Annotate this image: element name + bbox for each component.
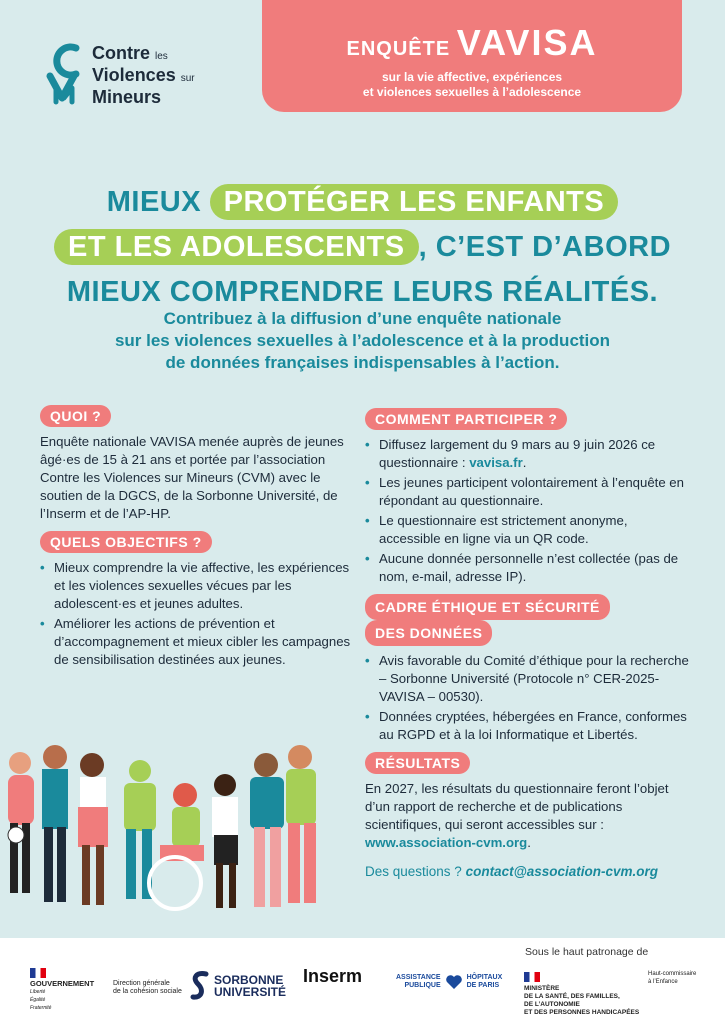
haut-commissaire-logo: Haut-commissaire à l’Enfance <box>648 971 697 985</box>
right-column <box>365 408 690 879</box>
cvm-logo-icon <box>42 40 86 110</box>
section-title: QUOI ? <box>40 405 111 427</box>
section-title: CADRE ÉTHIQUE ET SÉCURITÉ <box>365 594 610 620</box>
list-item: • Améliorer les actions de prévention et d’accompagnement et mieux cibler les campagnes de sensibilisation destinées aux jeunes. <box>40 615 360 669</box>
french-flag-icon <box>524 972 540 982</box>
cvm-logo <box>42 40 195 110</box>
dgcs-logo: Direction générale de la cohésion sociale <box>113 980 182 995</box>
sorbonne-logo: SORBONNE UNIVERSITÉ <box>190 970 286 1002</box>
banner-title: ENQUÊTE VAVISA <box>346 22 598 63</box>
section-title: DES DONNÉES <box>365 620 492 646</box>
vavisa-link[interactable]: vavisa.fr <box>469 455 523 470</box>
survey-banner <box>262 0 682 112</box>
sorbonne-s-icon <box>190 970 210 1002</box>
aphp-heart-icon <box>445 974 463 990</box>
section-resultats <box>365 752 690 852</box>
website-link[interactable]: www.association-cvm.org <box>365 835 528 850</box>
main-headline: MIEUX PROTÉGER LES ENFANTS ET LES ADOLESCENTS , C’EST D’ABORD MIEUX COMPRENDRE LEURS RÉALITÉS. <box>0 180 725 315</box>
list-item: • Avis favorable du Comité d’éthique pour la recherche – Sorbonne Université (Protocole n° CER-2025-VAVISA – 00530). <box>365 652 690 706</box>
gouvernement-logo: GOUVERNEMENT Liberté Égalité Fraternité <box>30 968 94 1012</box>
patronage-label: Sous le haut patronage de <box>525 946 649 958</box>
list-item: • Diffusez largement du 9 mars au 9 juin 2026 ce questionnaire : vavisa.fr. <box>365 436 690 472</box>
list-item: • Les jeunes participent volontairement à l’enquête en répondant au questionnaire. <box>365 474 690 510</box>
intro-text: Contribuez à la diffusion d’une enquête nationale sur les violences sexuelles à l’adolescence et à la production de données françaises indispensables à l’action. <box>114 309 611 372</box>
logo-text: Contre les Violences sur Mineurs <box>92 42 195 107</box>
contact-email-link[interactable]: contact@association-cvm.org <box>465 864 659 879</box>
section-objectifs <box>40 531 360 669</box>
section-ethique <box>365 594 690 744</box>
aphp-logo: ASSISTANCE PUBLIQUE HÔPITAUX DE PARIS <box>396 974 503 989</box>
list-item: • Le questionnaire est strictement anonyme, accessible en ligne via un QR code. <box>365 512 690 548</box>
section-title: COMMENT PARTICIPER ? <box>365 408 567 430</box>
section-title: RÉSULTATS <box>365 752 470 774</box>
list-item: • Aucune donnée personnelle n’est collectée (pas de nom, e-mail, adresse IP). <box>365 550 690 586</box>
section-title: QUELS OBJECTIFS ? <box>40 531 212 553</box>
young-people-illustration <box>0 735 360 920</box>
section-participer <box>365 408 690 586</box>
inserm-logo: Inserm <box>303 966 363 986</box>
headline-highlight: ET LES ADOLESCENTS <box>54 229 419 265</box>
section-text: Enquête nationale VAVISA menée auprès de jeunes âgé·es de 15 à 21 ans et portée par l’association Contre les Violences sur Mineurs (CVM) avec le soutien de la DGCS, de la Sorbonne Université, de l’Inserm et de l’AP-HP. <box>40 434 344 521</box>
banner-subtitle: sur la vie affective, expériences et violences sexuelles à l’adolescence <box>362 70 582 99</box>
section-quoi <box>40 405 360 523</box>
french-flag-icon <box>30 968 46 978</box>
left-column <box>40 405 360 677</box>
ministere-logo: MINISTÈRE DE LA SANTÉ, DES FAMILLES, DE L’AUTONOMIE ET DES PERSONNES HANDICAPÉES <box>524 972 639 1017</box>
headline-highlight: PROTÉGER LES ENFANTS <box>210 184 619 220</box>
contact-line: Des questions ? contact@association-cvm.org <box>365 864 659 879</box>
list-item: • Mieux comprendre la vie affective, les expériences et les violences sexuelles vécues par les adolescent·es et jeunes adultes. <box>40 559 360 613</box>
list-item: • Données cryptées, hébergées en France, conformes au RGPD et à la loi Informatique et Libertés. <box>365 708 690 744</box>
section-text: En 2027, les résultats du questionnaire feront l’objet d’un rapport de recherche et de publications scientifiques, qui seront accessibles sur : www.association-cvm.org. <box>365 781 669 850</box>
partners-footer <box>0 938 725 1024</box>
